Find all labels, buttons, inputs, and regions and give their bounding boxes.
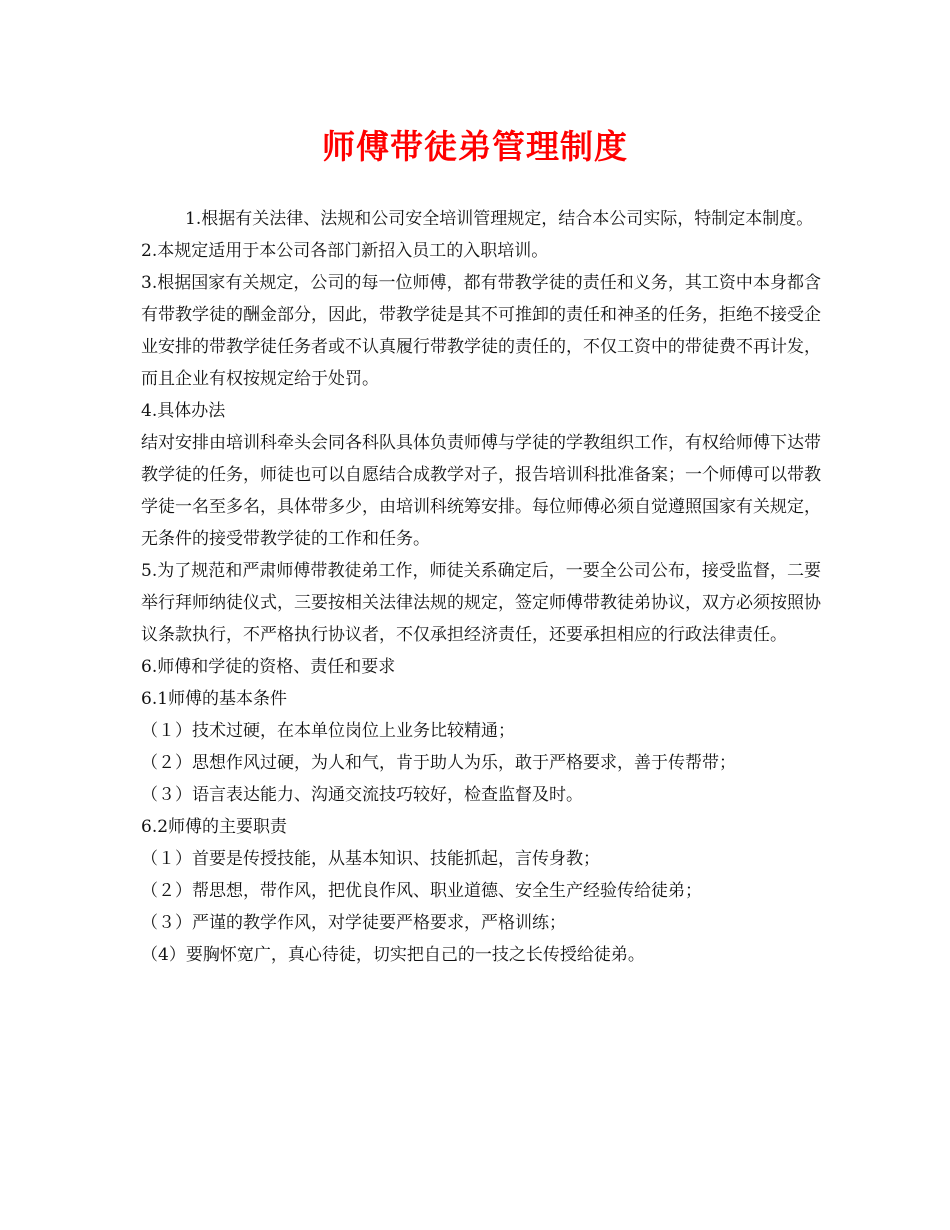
subsection-heading-6-1: 6.1师傅的基本条件: [141, 689, 288, 709]
paragraph-2: 2.本规定适用于本公司各部门新招入员工的入职培训。: [141, 241, 549, 261]
section-heading-6: 6.师傅和学徒的资格、责任和要求: [141, 657, 396, 677]
paragraph-4-body: 结对安排由培训科牵头会同各科队具体负责师傅与学徒的学教组织工作，有权给师傅下达带教学徒的任务，师徒也可以自愿结合成教学对子，报告培训科批准备案；一个师傅可以带教学徒一名至多名，具体带多少，由培训科统筹安排。每位师傅必须自觉遵照国家有关规定，无条件的接受带教学徒的工作和任务。: [141, 433, 821, 549]
document-body: [141, 203, 821, 971]
list-item: （３）语言表达能力、沟通交流技巧较好，检查监督及时。: [141, 785, 583, 805]
list-item: （4）要胸怀宽广，真心待徒，切实把自己的一技之长传授给徒弟。: [141, 945, 645, 965]
list-item: （２）帮思想，带作风，把优良作风、职业道德、安全生产经验传给徒弟；: [141, 881, 702, 901]
list-item: （１）技术过硬，在本单位岗位上业务比较精通；: [141, 721, 515, 741]
subsection-heading-6-2: 6.2师傅的主要职责: [141, 817, 288, 837]
list-item: （３）严谨的教学作风，对学徒要严格要求，严格训练；: [141, 913, 566, 933]
document-title: 师傅带徒弟管理制度: [322, 127, 628, 166]
paragraph-5: 5.为了规范和严肃师傅带教徒弟工作，师徒关系确定后，一要全公司公布，接受监督，二要举行拜师纳徒仪式，三要按相关法律法规的规定，签定师傅带教徒弟协议，双方必须按照协议条款执行，不严格执行协议者，不仅承担经济责任，还要承担相应的行政法律责任。: [141, 561, 821, 645]
section-heading-4: 4.具体办法: [141, 401, 226, 421]
paragraph-1: 1.根据有关法律、法规和公司安全培训管理规定，结合本公司实际，特制定本制度。: [185, 209, 814, 229]
paragraph-3: 3.根据国家有关规定，公司的每一位师傅，都有带教学徒的责任和义务，其工资中本身都含有带教学徒的酬金部分，因此，带教学徒是其不可推卸的责任和神圣的任务，拒绝不接受企业安排的带教学徒任务者或不认真履行带教学徒的责任的，不仅工资中的带徒费不再计发，而且企业有权按规定给于处罚。: [141, 273, 821, 389]
list-item: （２）思想作风过硬，为人和气，肯于助人为乐，敢于严格要求，善于传帮带；: [141, 753, 736, 773]
list-item: （１）首要是传授技能，从基本知识、技能抓起，言传身教；: [141, 849, 600, 869]
